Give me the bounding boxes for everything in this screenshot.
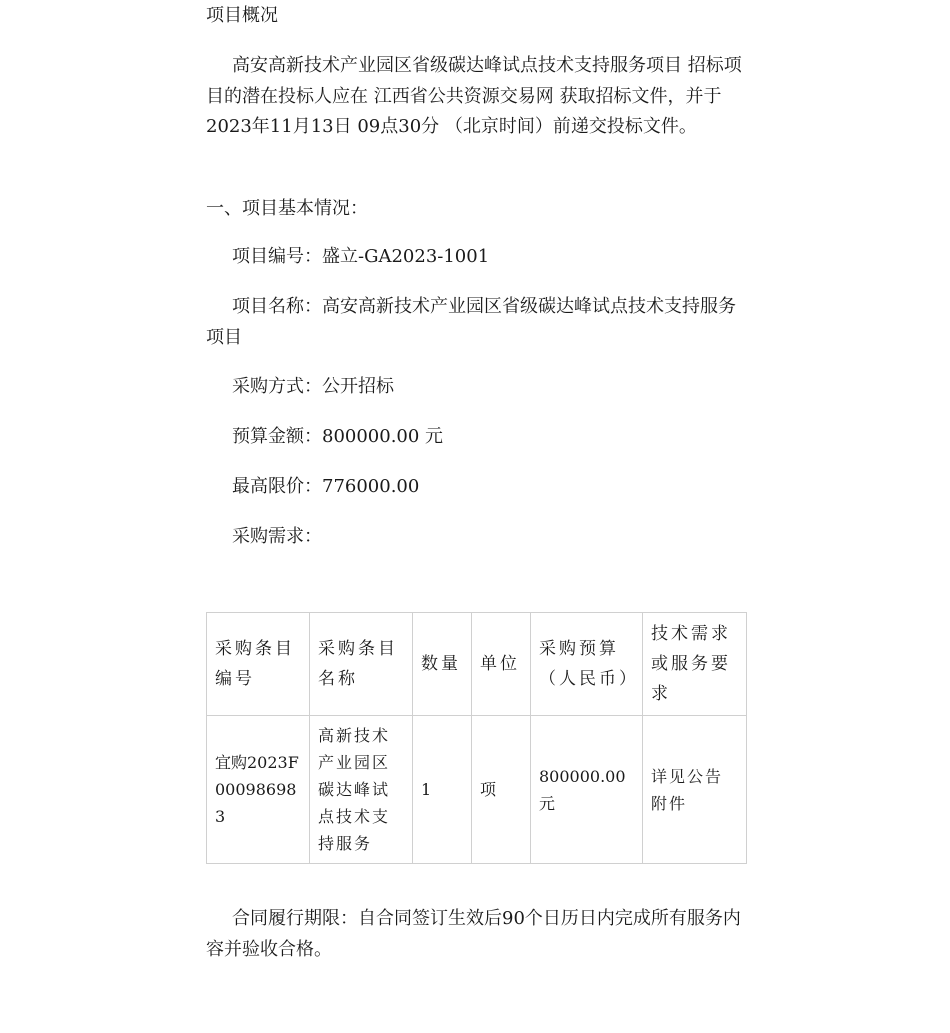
header-budget: 采购预算（人民币） xyxy=(531,613,643,716)
cell-item-number: 宜购2023F000986983 xyxy=(207,716,310,864)
table-header-row xyxy=(207,613,747,716)
max-price: 最高限价：776000.00 xyxy=(232,476,420,497)
header-item-number: 采购条目编号 xyxy=(207,613,310,716)
project-number: 项目编号：盛立-GA2023-1001 xyxy=(232,246,490,267)
budget-amount: 预算金额：800000.00 元 xyxy=(232,426,444,447)
cell-budget: 800000.00元 xyxy=(531,716,643,864)
header-unit: 单位 xyxy=(472,613,531,716)
cell-unit: 项 xyxy=(472,716,531,864)
cell-item-name: 高新技术产业园区碳达峰试点技术支持服务 xyxy=(310,716,413,864)
procurement-method: 采购方式：公开招标 xyxy=(232,376,394,397)
header-item-name: 采购条目名称 xyxy=(310,613,413,716)
table-row xyxy=(207,716,747,864)
section-title: 项目概况 xyxy=(206,5,278,26)
cell-quantity: 1 xyxy=(413,716,472,864)
cell-requirement: 详见公告附件 xyxy=(643,716,747,864)
requirements-label: 采购需求： xyxy=(232,526,322,547)
header-quantity: 数量 xyxy=(413,613,472,716)
basic-info-heading: 一、项目基本情况： xyxy=(206,198,368,219)
contract-period: 合同履行期限：自合同签订生效后90个日历日内完成所有服务内容并验收合格。 xyxy=(206,908,741,960)
procurement-table xyxy=(206,612,747,864)
intro-paragraph: 高安高新技术产业园区省级碳达峰试点技术支持服务项目 招标项目的潜在投标人应在 江西省公共资源交易网 获取招标文件，并于 2023年11月13日 09点30分 （北京时间）前递交投标文件。 xyxy=(206,55,742,137)
header-requirement: 技术需求或服务要求 xyxy=(643,613,747,716)
project-name: 项目名称：高安高新技术产业园区省级碳达峰试点技术支持服务项目 xyxy=(206,296,736,348)
